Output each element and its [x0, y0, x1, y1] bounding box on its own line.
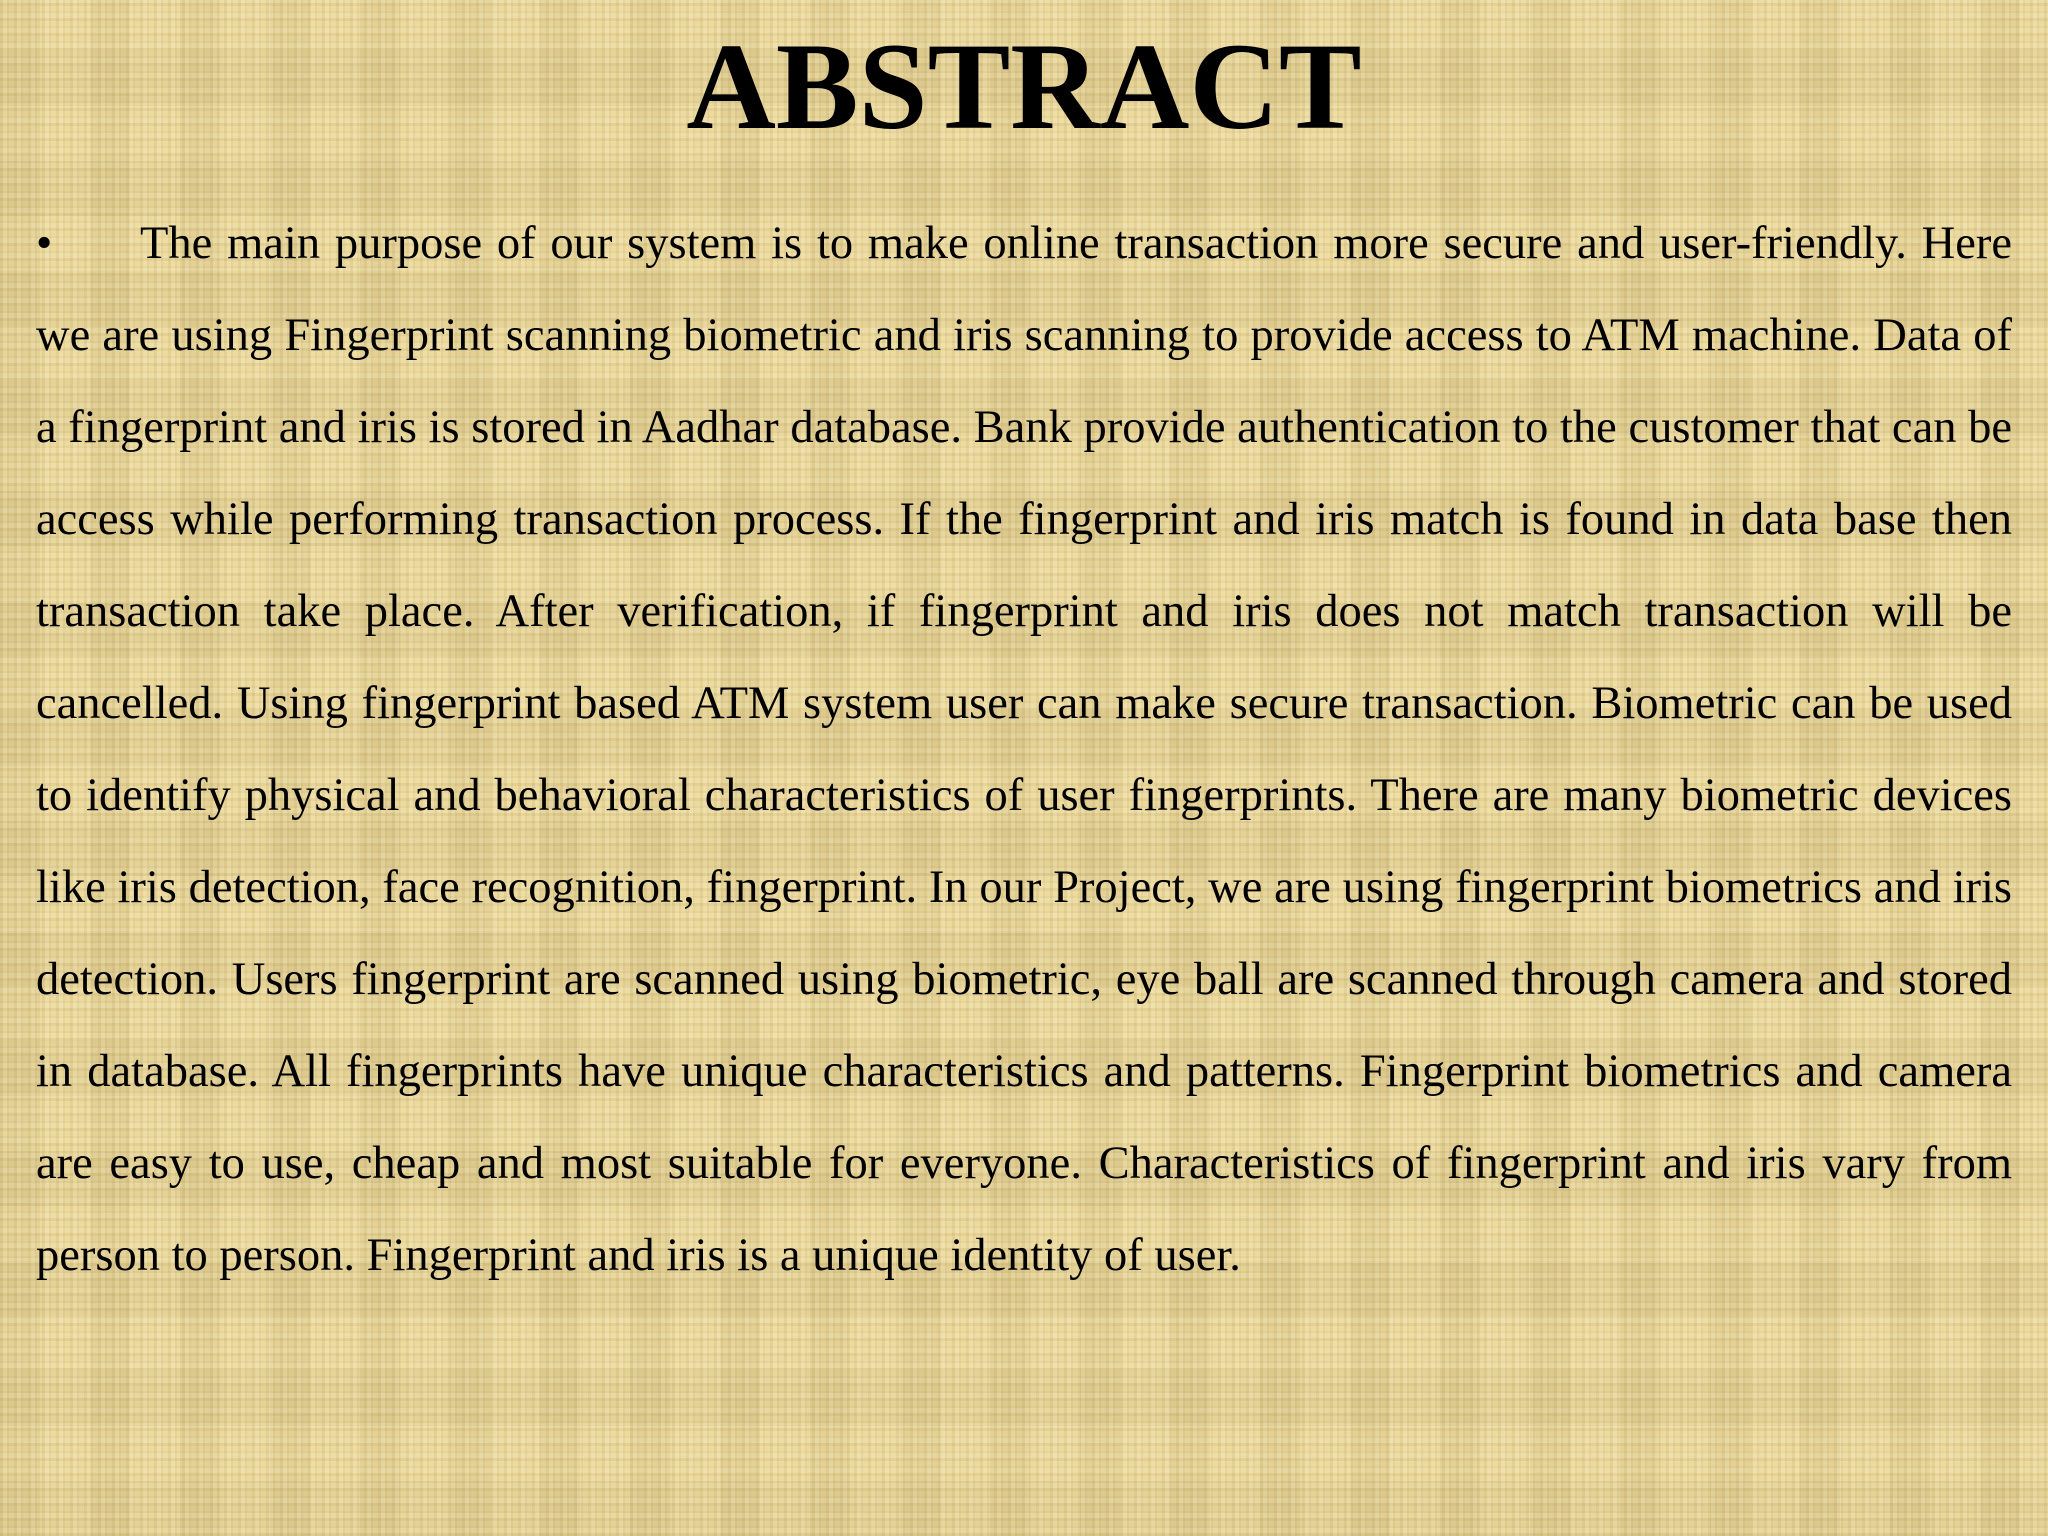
bullet-marker: •: [36, 218, 53, 269]
slide-title: ABSTRACT: [686, 18, 1362, 155]
abstract-text: The main purpose of our system is to make online transaction more secure and user-friendly. Here we are using Fingerprint scanning biometric and iris scanning to provide access to ATM machine. Data of a fingerprint and iris is stored in Aadhar database. Bank provide authentication to the customer that can be access while performing transaction process. If the fingerprint and iris match is found in data base then transaction take place. After verification, if fingerprint and iris does not match transaction will be cancelled. Using fingerprint based ATM system user can make secure transaction. Biometric can be used to identify physical and behavioral characteristics of user fingerprints. There are many biometric devices like iris detection, face recognition, fingerprint. In our Project, we are using fingerprint biometrics and iris detection. Users fingerprint are scanned using biometric, eye ball are scanned through camera and stored in database. All fingerprints have unique characteristics and patterns. Fingerprint biometrics and camera are easy to use, cheap and most suitable for everyone. Characteristics of fingerprint and iris vary from person to person. Fingerprint and iris is a unique identity of user.: [36, 218, 2012, 1281]
abstract-paragraph: [36, 198, 2012, 1302]
